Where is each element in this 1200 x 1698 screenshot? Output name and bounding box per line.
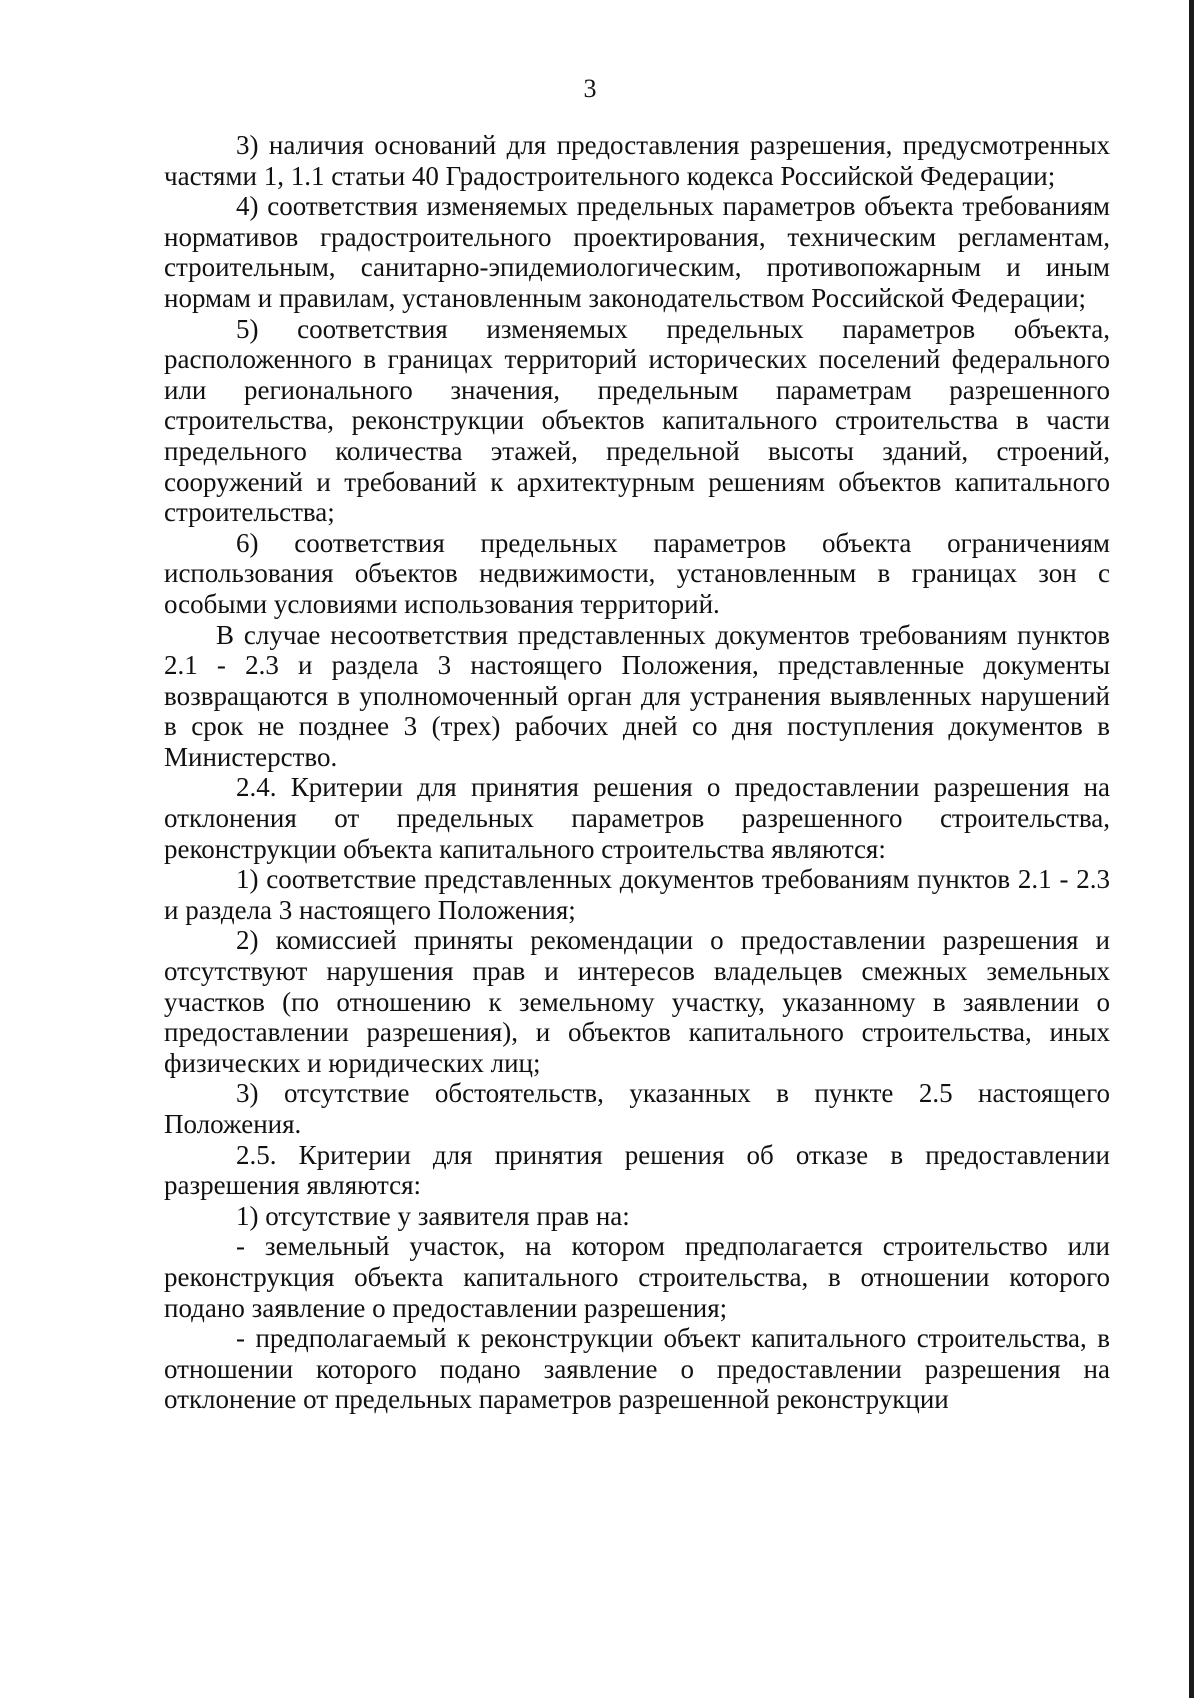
paragraph-item-5: 5) соответствия изменяемых предельных параметров объекта, расположенного в границах территорий исторических поселений федерального или регионального значения, предельным параметрам разрешенного строительства, реконструкции объектов капитального строительства в части предельного количества этажей, предельной высоты зданий, строений, сооружений и требований к архитектурным решениям объектов капитального строительства; bbox=[164, 313, 1110, 528]
paragraph-criterion-2: 2) комиссией приняты рекомендации о предоставлении разрешения и отсутствуют нарушения прав и интересов владельцев смежных земельных участков (по отношению к земельному участку, указанному в заявлении о предоставлении разрешения), и объектов капитального строительства, иных физических и юридических лиц; bbox=[164, 925, 1110, 1078]
paragraph-nonconformity: В случае несоответствия представленных документов требованиям пунктов 2.1 - 2.3 и раздела 3 настоящего Положения, представленные документы возвращаются в уполномоченный орган для устранения выявленных нарушений в срок не позднее 3 (трех) рабочих дней со дня поступления документов в Министерство. bbox=[164, 619, 1110, 772]
scan-edge-line bbox=[1189, 0, 1194, 1698]
paragraph-refusal-land: - земельный участок, на котором предполагается строительство или реконструкция объекта капитального строительства, в отношении которого подано заявление о предоставлении разрешения; bbox=[164, 1231, 1110, 1323]
paragraph-item-4: 4) соответствия изменяемых предельных параметров объекта требованиям нормативов градостроительного проектирования, техническим регламентам, строительным, санитарно-эпидемиологическим, противопожарным и иным нормам и правилам, установленным законодательством Российской Федерации; bbox=[164, 191, 1110, 313]
page-number: 3 bbox=[583, 74, 597, 103]
paragraph-section-2-4: 2.4. Критерии для принятия решения о предоставлении разрешения на отклонения от предельных параметров разрешенного строительства, реконструкции объекта капитального строительства являются: bbox=[164, 772, 1110, 864]
paragraph-section-2-5: 2.5. Критерии для принятия решения об отказе в предоставлении разрешения являются: bbox=[164, 1139, 1110, 1201]
paragraph-criterion-1: 1) соответствие представленных документов требованиям пунктов 2.1 - 2.3 и раздела 3 настоящего Положения; bbox=[164, 864, 1110, 925]
paragraph-item-3: 3) наличия оснований для предоставления разрешения, предусмотренных частями 1, 1.1 статьи 40 Градостроительного кодекса Российской Федерации; bbox=[164, 130, 1110, 191]
paragraph-item-6: 6) соответствия предельных параметров объекта ограничениям использования объектов недвижимости, установленным в границах зон с особыми условиями использования территорий. bbox=[164, 527, 1110, 619]
paragraph-criterion-3: 3) отсутствие обстоятельств, указанных в пункте 2.5 настоящего Положения. bbox=[164, 1078, 1110, 1139]
paragraph-refusal-1: 1) отсутствие у заявителя прав на: bbox=[236, 1200, 630, 1231]
document-body bbox=[164, 130, 1110, 1415]
paragraph-refusal-object: - предполагаемый к реконструкции объект капитального строительства, в отношении которого подано заявление о предоставлении разрешения на отклонение от предельных параметров разрешенной реконструкции bbox=[164, 1323, 1110, 1415]
